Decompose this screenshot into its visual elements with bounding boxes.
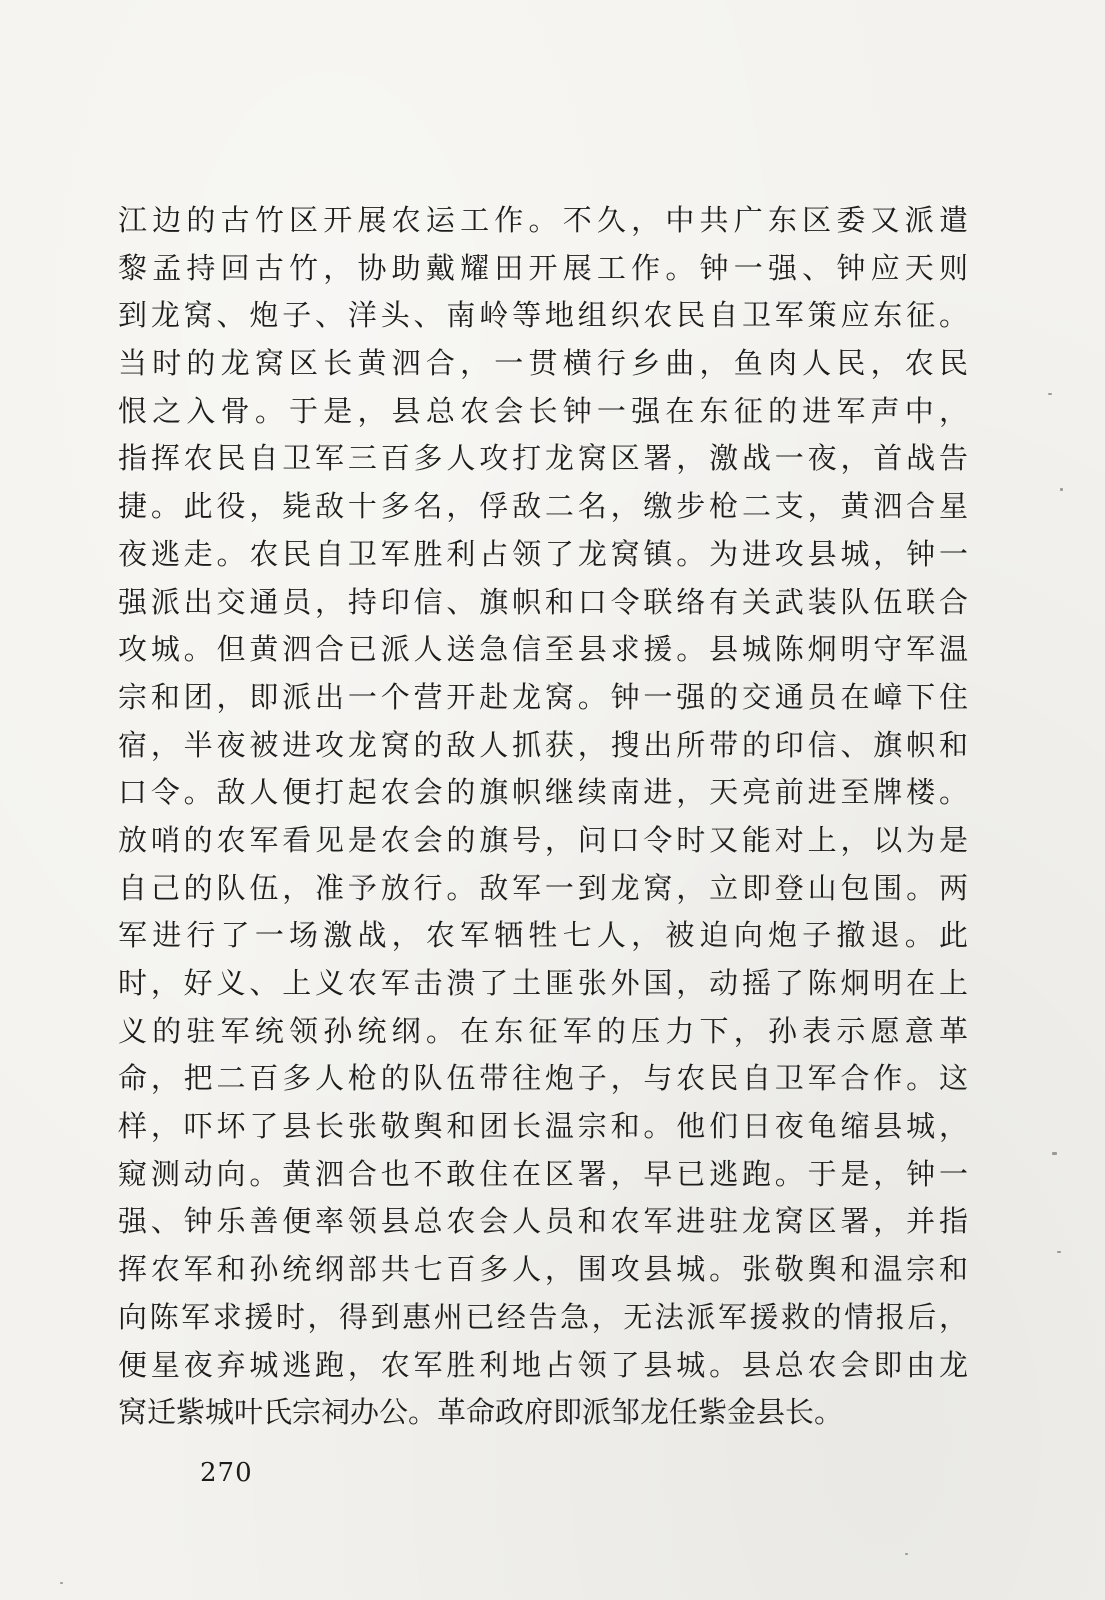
text-line: 攻城。但黄泗合已派人送急信至县求援。县城陈炯明守军温	[118, 632, 968, 667]
text-line: 自己的队伍，准予放行。敌军一到龙窝，立即登山包围。两	[118, 870, 968, 905]
scan-speck	[1057, 1251, 1061, 1253]
text-line: 当时的龙窝区长黄泗合，一贯横行乡曲，鱼肉人民，农民	[118, 346, 968, 381]
text-line: 便星夜弃城逃跑，农军胜利地占领了县城。县总农会即由龙	[118, 1347, 968, 1382]
body-text	[118, 197, 968, 1437]
text-line: 样，吓坏了县长张敬舆和团长温宗和。他们日夜龟缩县城，	[118, 1109, 968, 1144]
text-line: 夜逃走。农民自卫军胜利占领了龙窝镇。为进攻县城，钟一	[118, 536, 968, 571]
text-line: 口令。敌人便打起农会的旗帜继续南进，天亮前进至牌楼。	[118, 775, 968, 810]
text-line: 宗和团，即派出一个营开赴龙窝。钟一强的交通员在嶂下住	[118, 679, 968, 714]
text-line: 放哨的农军看见是农会的旗号，问口令时又能对上，以为是	[118, 822, 968, 857]
text-line: 指挥农民自卫军三百多人攻打龙窝区署，激战一夜，首战告	[118, 441, 968, 476]
text-line: 捷。此役，毙敌十多名，俘敌二名，缴步枪二支，黄泗合星	[118, 489, 968, 524]
text-line: 窥测动向。黄泗合也不敢住在区署，早已逃跑。于是，钟一	[118, 1156, 968, 1191]
text-line: 时，好义、上义农军击溃了土匪张外国，动摇了陈炯明在上	[118, 966, 968, 1000]
text-line: 命，把二百多人枪的队伍带往炮子，与农民自卫军合作。这	[118, 1061, 968, 1096]
text-line: 挥农军和孙统纲部共七百多人，围攻县城。张敬舆和温宗和	[118, 1252, 968, 1287]
text-line: 强、钟乐善便率领县总农会人员和农军进驻龙窝区署，并指	[118, 1204, 968, 1239]
text-line: 军进行了一场激战，农军牺牲七人，被迫向炮子撤退。此	[118, 918, 968, 953]
page-number: 270	[200, 1458, 253, 1488]
text-line: 义的驻军统领孙统纲。在东征军的压力下，孙表示愿意革	[118, 1013, 968, 1048]
scan-speck	[1060, 488, 1063, 491]
text-line: 黎孟持回古竹，协助戴耀田开展工作。钟一强、钟应天则	[118, 250, 968, 285]
text-line: 宿，半夜被进攻龙窝的敌人抓获，搜出所带的印信、旗帜和	[118, 727, 968, 762]
text-line: 恨之入骨。于是，县总农会长钟一强在东征的进军声中，	[118, 393, 968, 428]
scan-speck	[1048, 393, 1052, 395]
scan-speck	[905, 1553, 908, 1555]
text-line: 到龙窝、炮子、洋头、南岭等地组织农民自卫军策应东征。	[118, 298, 968, 333]
scan-speck	[60, 1582, 63, 1584]
text-line: 窝迁紫城叶氏宗祠办公。革命政府即派邹龙任紫金县长。	[118, 1395, 844, 1430]
text-line: 强派出交通员，持印信、旗帜和口令联络有关武装队伍联合	[118, 584, 968, 619]
text-line: 向陈军求援时，得到惠州已经告急，无法派军援救的情报后，	[118, 1299, 968, 1334]
text-line: 江边的古竹区开展农运工作。不久，中共广东区委又派遣	[118, 203, 968, 237]
scan-speck	[1052, 1152, 1057, 1155]
